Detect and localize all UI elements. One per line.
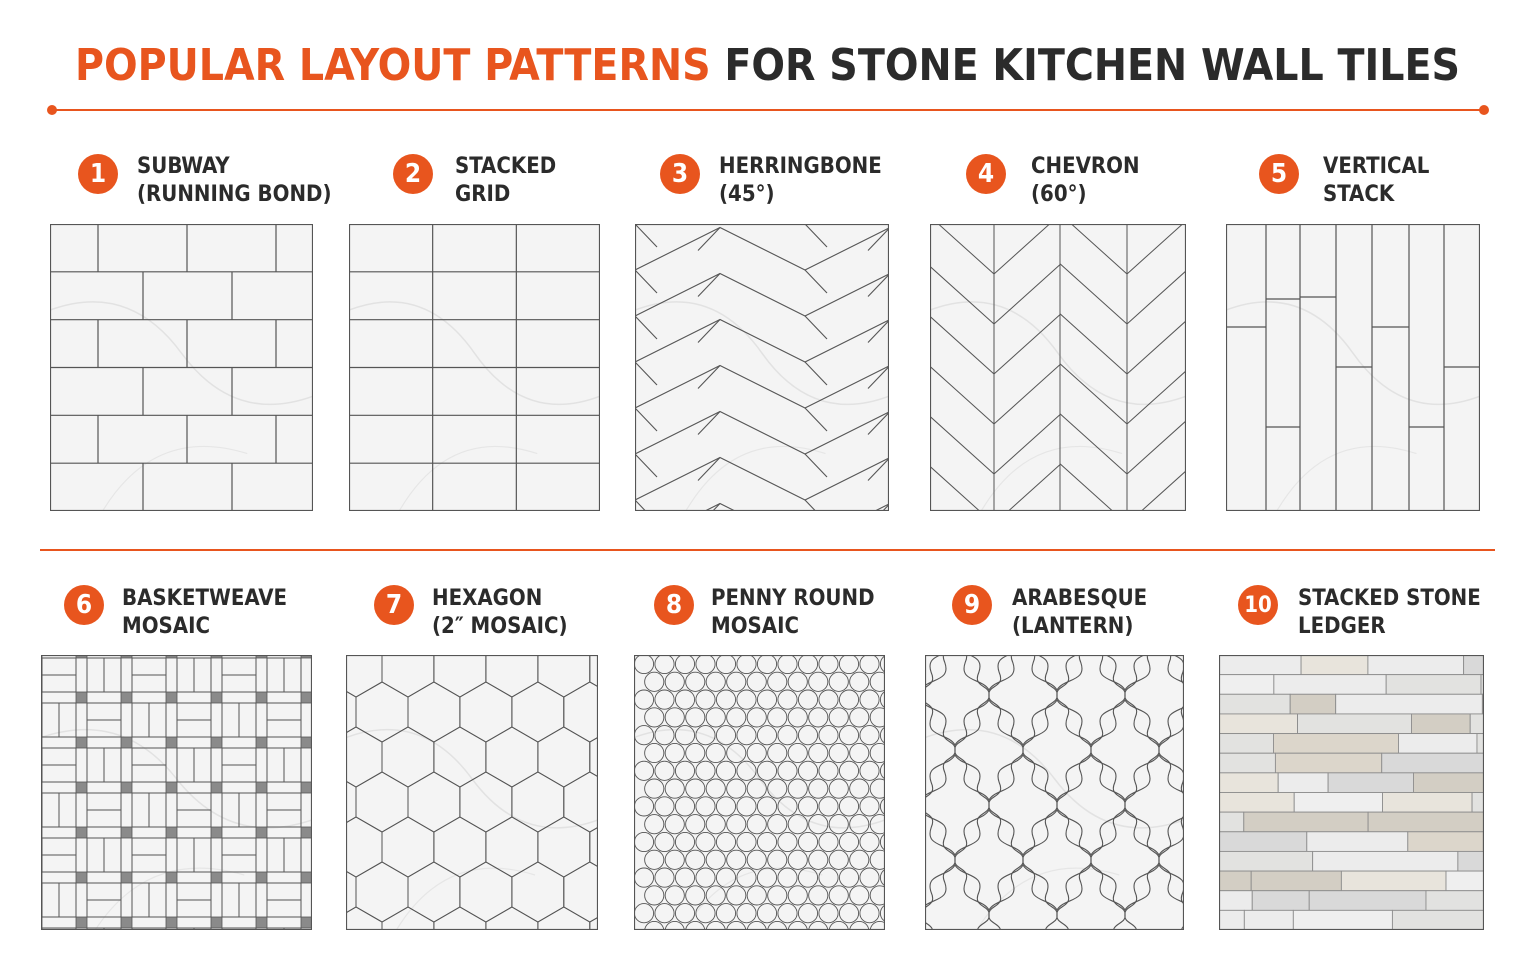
pattern-label-line2: STACK <box>1323 182 1395 207</box>
pattern-label-6 <box>122 585 287 641</box>
pattern-label-line1: STACKED STONE <box>1298 586 1481 611</box>
page-title <box>0 38 1535 94</box>
pattern-label-line1: HERRINGBONE <box>719 154 882 179</box>
pattern-number-5: 5 <box>1259 154 1299 194</box>
pattern-label-3 <box>719 153 882 209</box>
rule-right-dot <box>1479 105 1489 115</box>
stacked-stone-tile-pattern <box>1219 655 1484 930</box>
title-highlight: POPULAR LAYOUT PATTERNS <box>74 40 711 91</box>
pattern-label-5 <box>1323 153 1429 209</box>
chevron-tile-pattern <box>930 224 1186 511</box>
arabesque-tile-pattern <box>925 655 1184 930</box>
pattern-number-6: 6 <box>64 585 104 625</box>
pattern-number-2: 2 <box>393 154 433 194</box>
hexagon-tile-pattern <box>346 655 598 930</box>
pattern-label-line2: (RUNNING BOND) <box>137 182 332 207</box>
pattern-label-line1: SUBWAY <box>137 154 230 179</box>
pattern-label-line2: MOSAIC <box>711 614 799 639</box>
pattern-label-line1: BASKETWEAVE <box>122 586 288 611</box>
pattern-label-line1: CHEVRON <box>1031 154 1140 179</box>
pattern-label-1 <box>137 153 332 209</box>
title-divider <box>52 109 1484 111</box>
vertical-stack-tile-pattern <box>1226 224 1480 511</box>
pattern-label-line1: HEXAGON <box>432 586 543 611</box>
subway-tile-pattern <box>50 224 313 511</box>
pattern-label-2 <box>455 153 556 209</box>
pattern-label-line2: GRID <box>455 182 511 207</box>
pattern-number-9: 9 <box>952 585 992 625</box>
herringbone-tile-pattern <box>635 224 889 511</box>
pattern-label-line2: LEDGER <box>1298 614 1386 639</box>
title-rest: FOR STONE KITCHEN WALL TILES <box>724 40 1461 91</box>
pattern-label-line2: (45°) <box>719 182 775 207</box>
stacked-grid-tile-pattern <box>349 224 600 511</box>
basketweave-tile-pattern <box>41 655 312 930</box>
pattern-number-10: 10 <box>1238 585 1278 625</box>
pattern-number-4: 4 <box>966 154 1006 194</box>
pattern-label-line1: VERTICAL <box>1323 154 1430 179</box>
penny-round-tile-pattern <box>634 655 885 930</box>
pattern-label-line1: STACKED <box>455 154 557 179</box>
pattern-number-3: 3 <box>660 154 700 194</box>
pattern-label-9 <box>1012 585 1147 641</box>
pattern-label-line2: (LANTERN) <box>1012 614 1134 639</box>
pattern-label-4 <box>1031 153 1140 209</box>
pattern-label-line1: ARABESQUE <box>1012 586 1148 611</box>
pattern-label-8 <box>711 585 875 641</box>
pattern-label-10 <box>1298 585 1481 641</box>
pattern-label-7 <box>432 585 568 641</box>
pattern-label-line2: (2″ MOSAIC) <box>432 614 568 639</box>
row-divider <box>40 549 1495 551</box>
pattern-label-line1: PENNY ROUND <box>711 586 875 611</box>
pattern-label-line2: MOSAIC <box>122 614 210 639</box>
pattern-number-7: 7 <box>374 585 414 625</box>
pattern-label-line2: (60°) <box>1031 182 1087 207</box>
pattern-number-1: 1 <box>78 154 118 194</box>
pattern-number-8: 8 <box>654 585 694 625</box>
